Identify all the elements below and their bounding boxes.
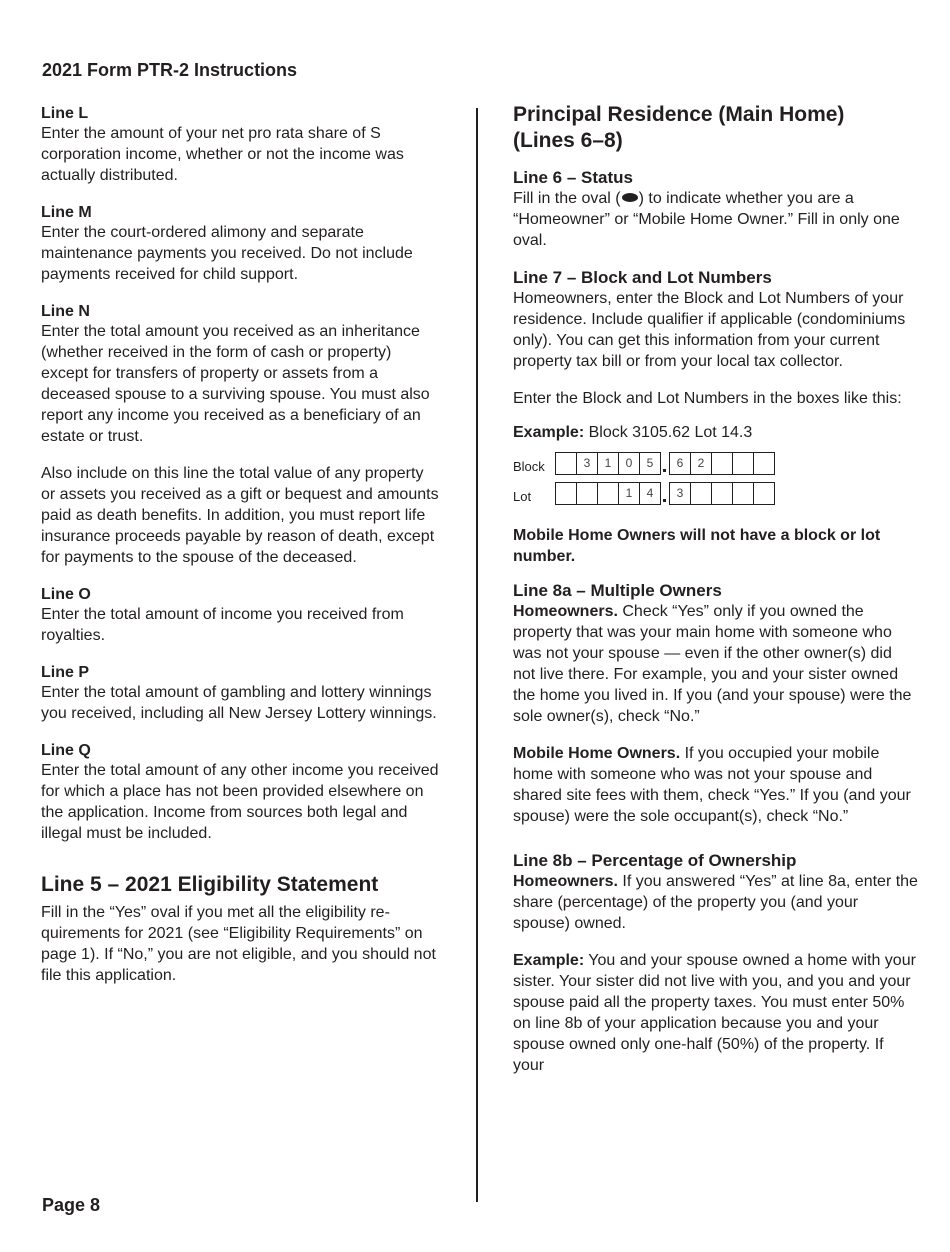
homeowners-text: If you answered “Yes” at line 8a, enter the share (percentage) of the property you (and your spouse) owned.	[513, 873, 918, 932]
mobile-home-note: Mobile Home Owners will not have a block or lot number.	[513, 527, 881, 565]
digit-box: 1	[597, 452, 618, 475]
right-column	[513, 102, 918, 1093]
line-q-section	[41, 741, 441, 844]
decimal-point	[661, 482, 669, 505]
example-text: Block 3105.62 Lot 14.3	[584, 424, 753, 441]
example-label: Example:	[513, 952, 585, 969]
digit-box	[555, 452, 576, 475]
lot-label: Lot	[513, 489, 532, 504]
homeowners-label: Homeowners.	[513, 873, 618, 890]
line-m-body: Enter the court-ordered alimony and separate maintenance payments you received. Do not include payments received for child support.	[41, 224, 413, 283]
digit-box: 2	[690, 452, 711, 475]
line-l-heading: Line L	[41, 105, 89, 122]
digit-box: 1	[618, 482, 639, 505]
line-8a-section	[513, 581, 918, 827]
line-5-heading: Line 5 – 2021 Eligibility Statement	[41, 873, 379, 896]
line-7-heading: Line 7 – Block and Lot Numbers	[513, 268, 772, 287]
lot-integer-boxes	[555, 482, 661, 505]
column-divider	[476, 108, 478, 1202]
block-integer-boxes	[555, 452, 661, 475]
digit-box: 3	[576, 452, 597, 475]
mobile-owners-label: Mobile Home Owners.	[513, 745, 681, 762]
page-number: Page 8	[42, 1195, 101, 1215]
line-5-body: Fill in the “Yes” oval if you met all the eligibility requirements for 2021 (see “Eligibility Requirements” on page 1). If “No,” you are not eligible, and you should not file this application.	[41, 904, 436, 984]
example-text: You and your spouse owned a home with your sister. Your sister did not live with you, and you and your spouse paid all the property taxes. You must enter 50% on line 8b of your application because you and your spouse owned only one-half (50%) of the property. If your	[513, 952, 916, 1074]
line-n-body-2: Also include on this line the total value of any property or assets you received as a gift or bequest and amounts paid as death benefits. In addition, you must report life insurance proceeds payable by reason of death, except for payments to the spouse of the deceased.	[41, 465, 439, 566]
line-8a-heading: Line 8a – Multiple Owners	[513, 581, 722, 600]
line-p-section	[41, 663, 441, 724]
digit-box	[732, 452, 753, 475]
digit-box	[732, 482, 753, 505]
digit-box	[753, 482, 775, 505]
left-column	[41, 104, 441, 1003]
example-label: Example:	[513, 424, 585, 441]
line-n-body-1: Enter the total amount you received as an inheritance (whether received in the form of cash or property) except for transfers of property or assets from a deceased spouse to a surviving spouse. You must also report any income you received as a beneficiary of an estate or trust.	[41, 323, 430, 445]
line-7-example	[513, 422, 918, 443]
line-p-body: Enter the total amount of gambling and lottery winnings you received, including all New Jersey Lottery winnings.	[41, 684, 437, 722]
digit-box: 5	[639, 452, 661, 475]
homeowners-text: Check “Yes” only if you owned the property that was your main home with someone who was not your spouse — even if the other owner(s) did not live there. For example, you and your sister owned the home you lived in. If you (and your spouse) were the sole owner(s), check “No.”	[513, 603, 912, 725]
principal-residence-heading: Principal Residence (Main Home) (Lines 6–8)	[513, 103, 845, 152]
line-6-heading: Line 6 – Status	[513, 168, 633, 187]
digit-box: 4	[639, 482, 661, 505]
digit-box	[555, 482, 576, 505]
digit-box	[711, 452, 732, 475]
digit-box	[576, 482, 597, 505]
digit-box	[597, 482, 618, 505]
digit-box	[690, 482, 711, 505]
line-8a-homeowners	[513, 601, 918, 727]
digit-box: 0	[618, 452, 639, 475]
block-decimal-boxes	[669, 452, 775, 475]
line-8b-heading: Line 8b – Percentage of Ownership	[513, 851, 797, 870]
line-5-section	[41, 872, 441, 986]
mobile-note-section	[513, 525, 918, 567]
line-8b-homeowners	[513, 871, 918, 934]
line-n-section	[41, 302, 441, 568]
line-n-heading: Line N	[41, 303, 90, 320]
decimal-point	[661, 452, 669, 475]
line-l-body: Enter the amount of your net pro rata share of S corporation income, whether or not the income was actually distributed.	[41, 125, 404, 184]
line-q-heading: Line Q	[41, 742, 91, 759]
line-8a-mobile	[513, 743, 918, 827]
line-6-section	[513, 168, 918, 251]
line-6-body-start: Fill in the oval (	[513, 190, 621, 207]
line-6-body	[513, 188, 918, 251]
homeowners-label: Homeowners.	[513, 603, 618, 620]
line-m-heading: Line M	[41, 204, 92, 221]
block-lot-example-grid	[513, 452, 918, 505]
filled-oval-icon	[622, 193, 638, 202]
line-o-section	[41, 585, 441, 646]
line-m-section	[41, 203, 441, 285]
digit-box	[753, 452, 775, 475]
line-o-body: Enter the total amount of income you received from royalties.	[41, 606, 404, 644]
line-7-section	[513, 268, 918, 505]
line-7-body-1: Homeowners, enter the Block and Lot Numbers of your residence. Include qualifier if applicable (condominiums only). You can get this information from your current property tax bill or from your local tax collector.	[513, 290, 906, 370]
line-q-body: Enter the total amount of any other income you received for which a place has not been provided elsewhere on the application. Income from sources both legal and illegal must be included.	[41, 762, 439, 842]
digit-box	[711, 482, 732, 505]
line-o-heading: Line O	[41, 586, 91, 603]
line-l-section	[41, 104, 441, 186]
digit-box: 6	[669, 452, 690, 475]
mobile-owners-text: If you occupied your mobile home with someone who was not your spouse and shared site fees with them, check “Yes.” If you (and your spouse) were the sole occupant(s), check “No.”	[513, 745, 911, 825]
line-6-body-end: ) to indicate whether you are a “Homeowner” or “Mobile Home Owner.” Fill in only one oval.	[513, 190, 900, 249]
lot-decimal-boxes	[669, 482, 775, 505]
lot-row	[513, 482, 918, 505]
line-p-heading: Line P	[41, 664, 90, 681]
line-8b-section	[513, 851, 918, 1076]
digit-box: 3	[669, 482, 690, 505]
block-row	[513, 452, 918, 475]
line-8b-example	[513, 950, 918, 1076]
line-7-body-2: Enter the Block and Lot Numbers in the boxes like this:	[513, 390, 902, 407]
block-label: Block	[513, 459, 545, 474]
page-header-title: 2021 Form PTR-2 Instructions	[42, 60, 298, 80]
